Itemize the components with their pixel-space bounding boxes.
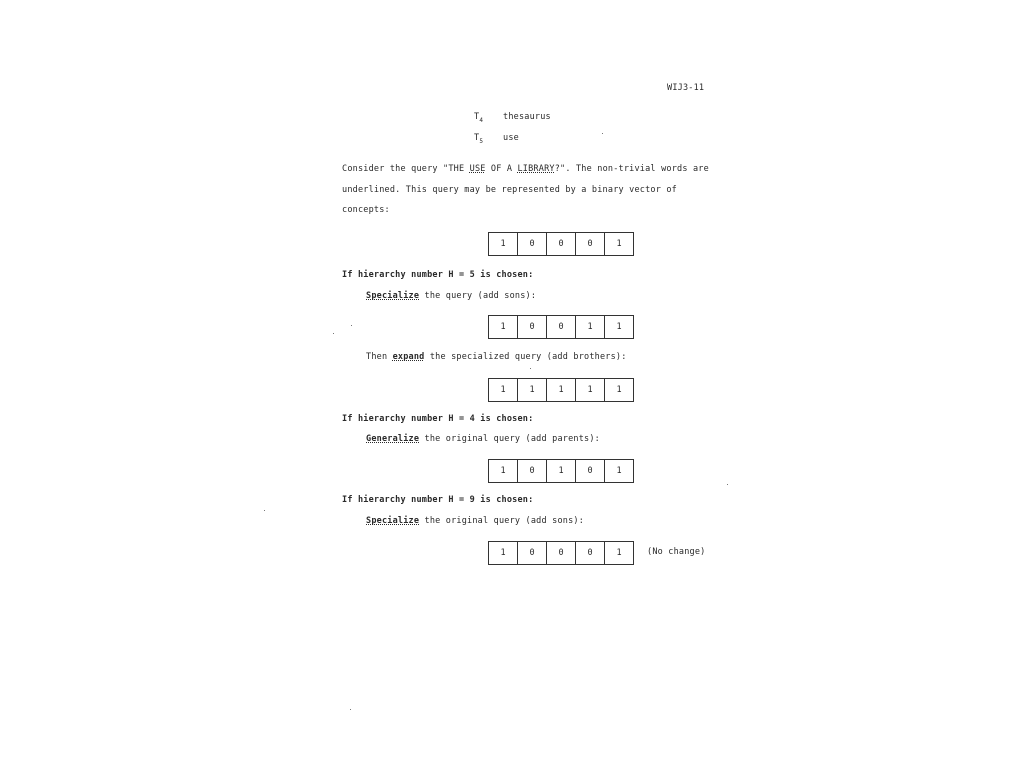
- vector-cell: 1: [547, 379, 576, 401]
- step-generalize-h4: Generalize the original query (add parents):: [366, 434, 600, 444]
- scan-speck: [602, 133, 603, 134]
- vector-cell: 1: [576, 316, 605, 338]
- vector-cell: 1: [616, 322, 622, 332]
- scan-speck: [530, 368, 531, 369]
- legend-meaning-thesaurus: thesaurus: [503, 112, 551, 122]
- heading-h9: If hierarchy number H = 9 is chosen:: [342, 495, 534, 505]
- note-no-change: (No change): [647, 547, 706, 557]
- vector-cell: 1: [616, 239, 622, 249]
- heading-h5: If hierarchy number H = 5 is chosen:: [342, 270, 534, 280]
- vector-cell: 1: [616, 466, 622, 476]
- heading-h4: If hierarchy number H = 4 is chosen:: [342, 414, 534, 424]
- vector-cell: 0: [576, 460, 605, 482]
- step-specialize-h5: Specialize the query (add sons):: [366, 291, 537, 301]
- binary-vector-generalized-h4: [488, 459, 634, 483]
- scan-speck: [351, 325, 352, 326]
- vector-cell: 1: [489, 316, 518, 338]
- scan-speck: [727, 484, 728, 485]
- vector-cell: 1: [547, 460, 576, 482]
- legend-symbol-t4: $T_4$: [474, 112, 484, 124]
- underlined-word-library: LIBRARY: [517, 164, 555, 174]
- binary-vector-original: [488, 232, 634, 256]
- vector-cell: 0: [547, 316, 576, 338]
- vector-cell: 0: [547, 542, 576, 564]
- vector-cell: 0: [547, 233, 576, 255]
- intro-line-3: concepts:: [342, 205, 390, 215]
- legend-meaning-use: use: [503, 133, 519, 143]
- vector-cell: 0: [518, 316, 547, 338]
- vector-cell: 1: [489, 379, 518, 401]
- vector-cell: 0: [576, 233, 605, 255]
- intro-line-1: Consider the query "THE USE OF A LIBRARY?". The non-trivial words are: [342, 164, 709, 174]
- step-expand-h5: Then expand the specialized query (add brothers):: [366, 352, 627, 362]
- vector-cell: 1: [616, 385, 622, 395]
- intro-line-2: underlined. This query may be represented by a binary vector of: [342, 185, 677, 195]
- vector-cell: 0: [518, 233, 547, 255]
- scan-speck: [350, 709, 351, 710]
- vector-cell: 0: [518, 460, 547, 482]
- legend-symbol-t5: $T_5$: [474, 133, 484, 145]
- vector-cell: 1: [576, 379, 605, 401]
- underlined-word-use: USE: [469, 164, 486, 174]
- step-specialize-h9: Specialize the original query (add sons):: [366, 516, 585, 526]
- vector-cell: 1: [616, 548, 622, 558]
- vector-cell: 1: [489, 542, 518, 564]
- scan-speck: [333, 333, 334, 334]
- binary-vector-specialized-h5: [488, 315, 634, 339]
- vector-cell: 0: [518, 542, 547, 564]
- vector-cell: 1: [489, 233, 518, 255]
- vector-cell: 1: [518, 379, 547, 401]
- page-number: WIJ3-11: [667, 83, 705, 93]
- binary-vector-specialized-h9: [488, 541, 634, 565]
- binary-vector-expanded-h5: [488, 378, 634, 402]
- vector-cell: 1: [489, 460, 518, 482]
- vector-cell: 0: [576, 542, 605, 564]
- scan-speck: [264, 510, 265, 511]
